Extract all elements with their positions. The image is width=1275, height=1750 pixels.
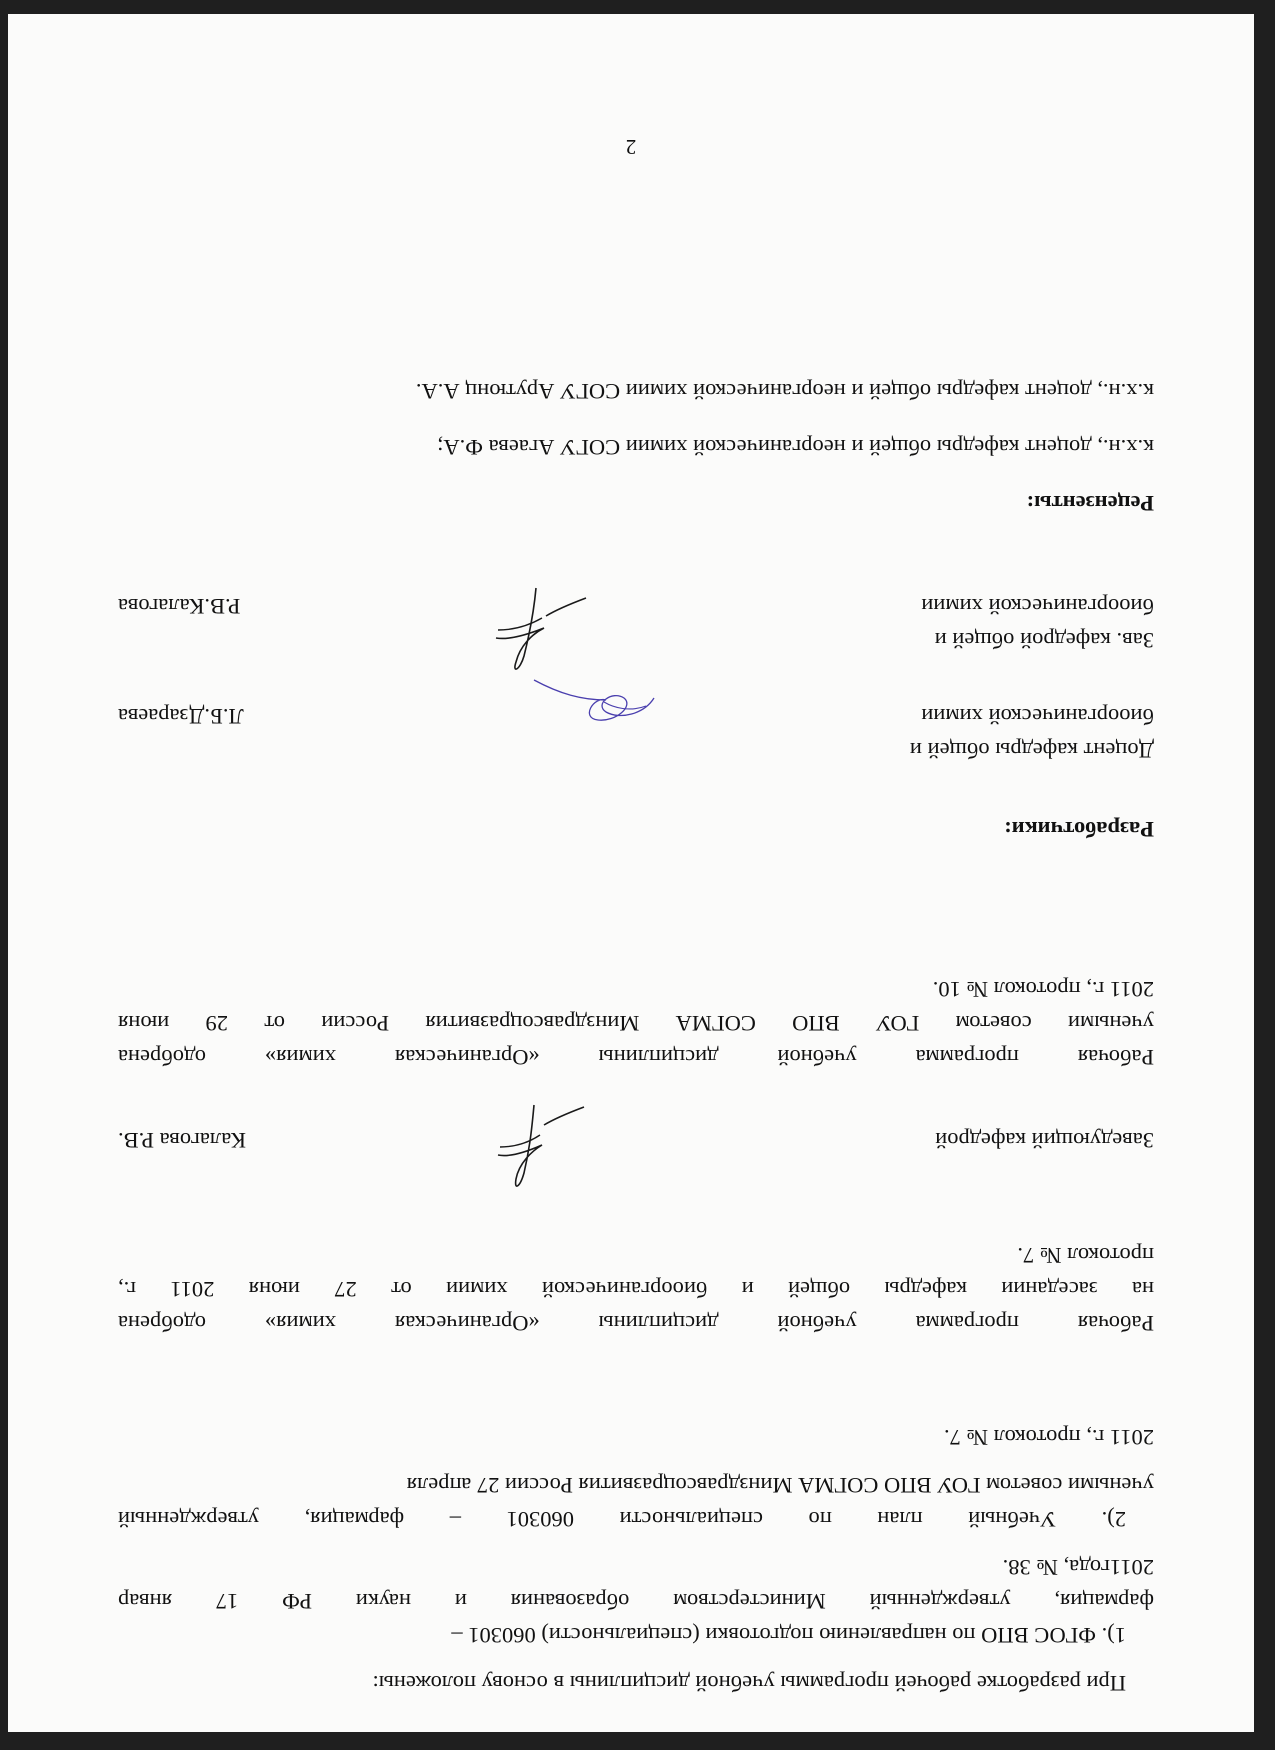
developer-row-2 <box>118 585 1154 657</box>
item-2-line-2: учеными советом ГОУ ВПО СОГМА Минздравсоцразвития России 27 апреля <box>406 1473 1154 1498</box>
intro-text: При разработке рабочей программы учебной дисциплины в основу положены: <box>372 1671 1126 1696</box>
approval-council-line-3: 2011 г., протокол № 10. <box>932 977 1154 1002</box>
item-2-line-3: 2011 г., протокол № 7. <box>944 1425 1154 1450</box>
developer-2-name: Р.В.Калагова <box>118 594 241 619</box>
page-number: 2 <box>625 135 637 159</box>
developer-2-signature <box>474 582 594 682</box>
item-1-line-3: 2011года, № 38. <box>1002 1555 1154 1580</box>
item-1-line-1: 1). ФГОС ВПО по направлению подготовки (специальности) 060301 – <box>451 1623 1126 1648</box>
developer-2-position-line-2: биоорганической химии <box>921 594 1154 619</box>
item-2-line-1: 2). Учебный план по специальности 060301 – фармация, утвержденный <box>118 1507 1126 1532</box>
reviewers-section <box>118 374 1154 520</box>
reviewer-1: к.х.н., доцент кафедры общей и неорганической химии СОГУ Агаева Ф.А; <box>437 435 1154 460</box>
developer-2-position <box>921 589 1154 657</box>
developers-heading: Разработчики: <box>1004 817 1154 842</box>
developer-2-position-line-1: Зав. кафедрой общей и <box>934 628 1154 653</box>
approval-dept-line-2: на заседании кафедры общей и биоорганической химии от 27 июня 2011 г., <box>118 1277 1154 1302</box>
approval-dept-line-3: протокол № 7. <box>1017 1243 1154 1268</box>
developer-1-position-line-1: Доцент кафедры общей и <box>909 738 1154 763</box>
approval-dept <box>118 1238 1154 1340</box>
developer-1-position-line-2: биоорганической химии <box>921 704 1154 729</box>
reviewers-heading: Рецензенты: <box>1026 491 1154 516</box>
approval-dept-line-1: Рабочая программа учебной дисциплины «Органическая химия» одобрена <box>118 1311 1154 1336</box>
developers-section <box>118 812 1154 846</box>
head-of-dept-title: Заведующий кафедрой <box>935 1128 1154 1153</box>
developer-1-signature <box>524 672 664 742</box>
approval-council-line-1: Рабочая программа учебной дисциплины «Органическая химия» одобрена <box>118 1045 1154 1070</box>
developer-1-position <box>910 699 1154 767</box>
approval-council-line-2: учеными советом ГОУ ВПО СОГМА Минздравсоцразвития России от 29 июня <box>118 1011 1154 1036</box>
head-of-dept-name: Калагова Р.В. <box>118 1128 246 1153</box>
approval-council <box>118 972 1154 1074</box>
document-page <box>8 14 1254 1732</box>
head-of-dept-signature <box>474 1097 594 1197</box>
reviewer-2: к.х.н., доцент кафедры общей и неорганической химии СОГУ Арутюнц А.А. <box>415 379 1154 404</box>
head-of-dept-row <box>118 1117 1154 1157</box>
basis-section <box>118 1420 1154 1700</box>
item-1-line-2: фармация, утвержденный Министерством образования и науки РФ 17 январ <box>118 1589 1154 1614</box>
developer-1-name: Л.Б.Дзараева <box>118 704 244 729</box>
